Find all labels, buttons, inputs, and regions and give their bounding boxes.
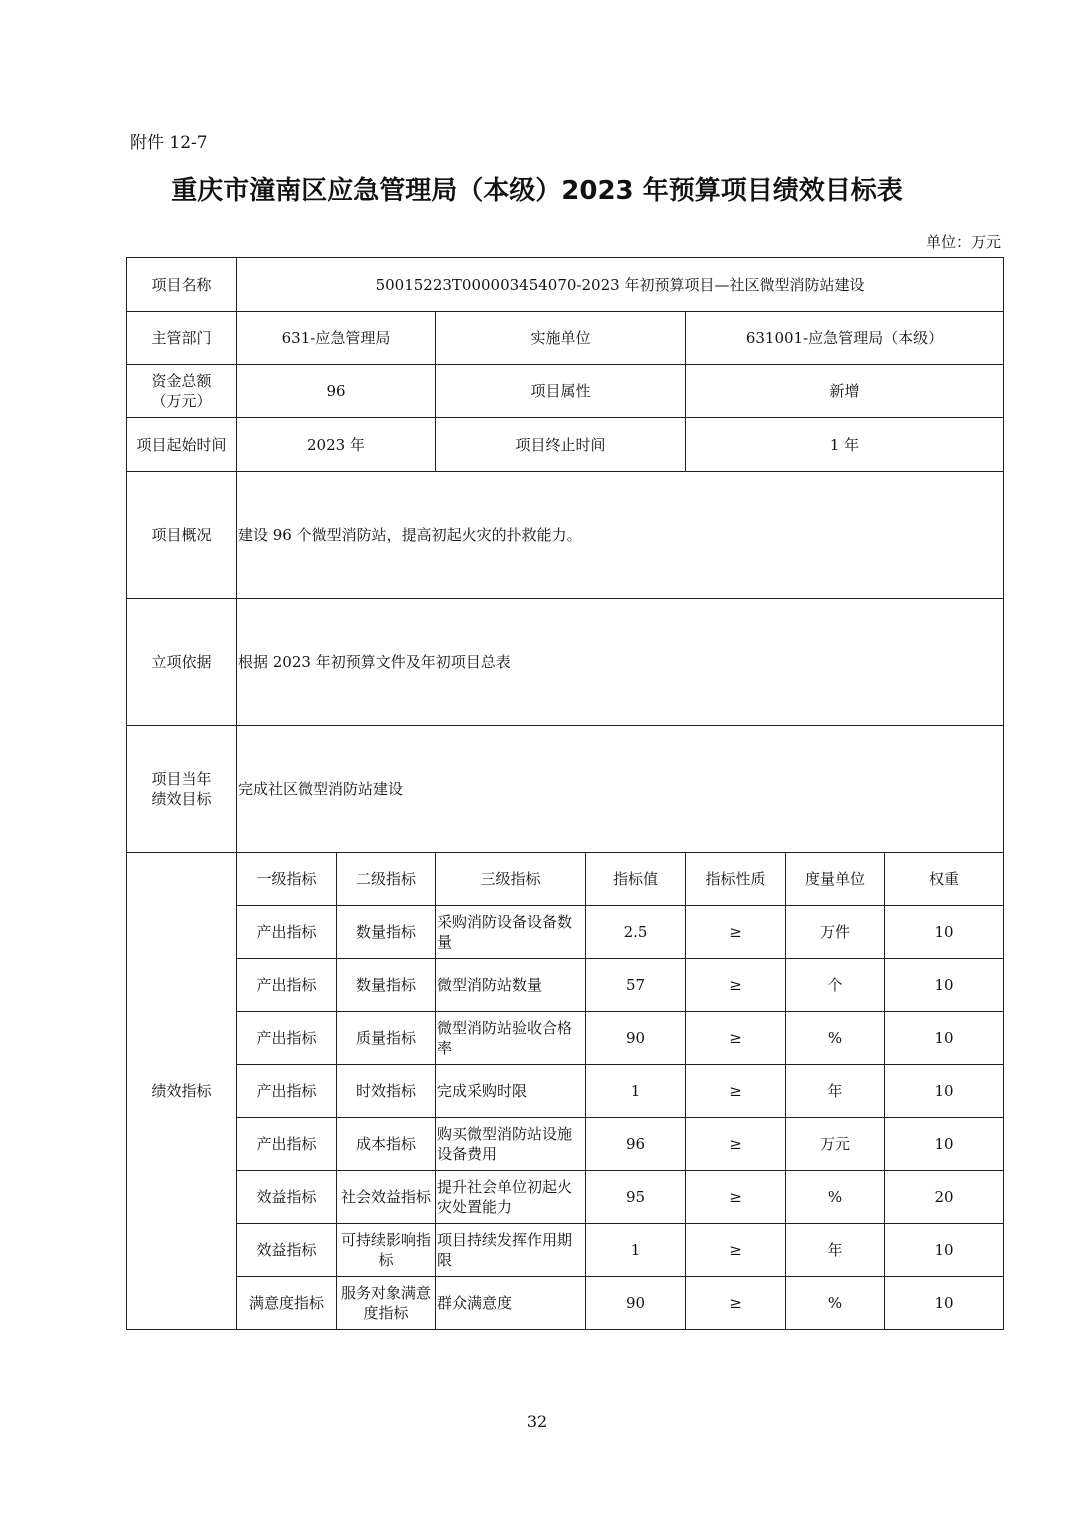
indicator-header-row [127,853,1004,906]
nature-cell: ≥ [686,1277,786,1330]
level2-cell: 成本指标 [337,1118,436,1171]
goal-value: 完成社区微型消防站建设 [237,726,1004,853]
end-label: 项目终止时间 [436,418,686,472]
start-label: 项目起始时间 [127,418,237,472]
unit-cell: % [786,1012,885,1065]
table-row [127,906,1004,959]
fund-value: 96 [237,365,436,418]
level1-cell: 满意度指标 [237,1277,337,1330]
level2-cell: 服务对象满意度指标 [337,1277,436,1330]
nature-cell: ≥ [686,1118,786,1171]
row-overview [127,472,1004,599]
page-title: 重庆市潼南区应急管理局（本级）2023 年预算项目绩效目标表 [171,176,903,206]
row-fund [127,365,1004,418]
header-weight: 权重 [885,853,1004,906]
row-project-name [127,258,1004,312]
nature-cell: ≥ [686,1012,786,1065]
fund-label: 资金总额（万元） [127,365,237,418]
level1-cell: 产出指标 [237,1012,337,1065]
level2-cell: 数量指标 [337,906,436,959]
overview-value: 建设 96 个微型消防站，提高初起火灾的扑救能力。 [237,472,1004,599]
weight-cell: 10 [885,906,1004,959]
impl-value: 631001-应急管理局（本级） [686,312,1004,365]
level2-cell: 社会效益指标 [337,1171,436,1224]
level1-cell: 产出指标 [237,1065,337,1118]
performance-table [126,257,1004,1330]
row-goal [127,726,1004,853]
table-row [127,1012,1004,1065]
project-name-value: 50015223T000003454070-2023 年初预算项目—社区微型消防站建设 [237,258,1004,312]
weight-cell: 10 [885,1065,1004,1118]
level2-cell: 数量指标 [337,959,436,1012]
header-unit: 度量单位 [786,853,885,906]
level3-cell: 项目持续发挥作用期限 [436,1224,586,1277]
level3-cell: 购买微型消防站设施设备费用 [436,1118,586,1171]
value-cell: 57 [586,959,686,1012]
value-cell: 1 [586,1065,686,1118]
header-level1: 一级指标 [237,853,337,906]
page-number: 32 [526,1412,548,1431]
unit-label: 单位：万元 [925,233,1001,251]
level2-cell: 可持续影响指标 [337,1224,436,1277]
level3-cell: 微型消防站数量 [436,959,586,1012]
level3-cell: 微型消防站验收合格率 [436,1012,586,1065]
value-cell: 2.5 [586,906,686,959]
indicators-section-label: 绩效指标 [127,853,237,1330]
impl-label: 实施单位 [436,312,686,365]
table-row [127,1118,1004,1171]
level3-cell: 完成采购时限 [436,1065,586,1118]
header-level2: 二级指标 [337,853,436,906]
start-value: 2023 年 [237,418,436,472]
level3-cell: 群众满意度 [436,1277,586,1330]
nature-cell: ≥ [686,959,786,1012]
dept-label: 主管部门 [127,312,237,365]
header-level3: 三级指标 [436,853,586,906]
level1-cell: 产出指标 [237,959,337,1012]
attr-label: 项目属性 [436,365,686,418]
basis-value: 根据 2023 年初预算文件及年初项目总表 [237,599,1004,726]
attachment-label: 附件 12-7 [130,133,208,153]
basis-label: 立项依据 [127,599,237,726]
header-value: 指标值 [586,853,686,906]
value-cell: 96 [586,1118,686,1171]
level1-cell: 产出指标 [237,906,337,959]
level2-cell: 质量指标 [337,1012,436,1065]
unit-cell: % [786,1277,885,1330]
table-row [127,1277,1004,1330]
unit-cell: 年 [786,1065,885,1118]
table-row [127,959,1004,1012]
level1-cell: 效益指标 [237,1224,337,1277]
level3-cell: 提升社会单位初起火灾处置能力 [436,1171,586,1224]
level1-cell: 效益指标 [237,1171,337,1224]
nature-cell: ≥ [686,1171,786,1224]
nature-cell: ≥ [686,1224,786,1277]
table-row [127,1171,1004,1224]
nature-cell: ≥ [686,906,786,959]
weight-cell: 10 [885,1118,1004,1171]
value-cell: 95 [586,1171,686,1224]
weight-cell: 10 [885,1224,1004,1277]
project-name-label: 项目名称 [127,258,237,312]
table-row [127,1065,1004,1118]
header-nature: 指标性质 [686,853,786,906]
weight-cell: 10 [885,1277,1004,1330]
value-cell: 1 [586,1224,686,1277]
end-value: 1 年 [686,418,1004,472]
dept-value: 631-应急管理局 [237,312,436,365]
row-time [127,418,1004,472]
value-cell: 90 [586,1277,686,1330]
value-cell: 90 [586,1012,686,1065]
unit-cell: 万元 [786,1118,885,1171]
overview-label: 项目概况 [127,472,237,599]
weight-cell: 20 [885,1171,1004,1224]
row-dept [127,312,1004,365]
attr-value: 新增 [686,365,1004,418]
level1-cell: 产出指标 [237,1118,337,1171]
unit-cell: 万件 [786,906,885,959]
unit-cell: 年 [786,1224,885,1277]
weight-cell: 10 [885,1012,1004,1065]
nature-cell: ≥ [686,1065,786,1118]
level3-cell: 采购消防设备设备数量 [436,906,586,959]
unit-cell: % [786,1171,885,1224]
weight-cell: 10 [885,959,1004,1012]
level2-cell: 时效指标 [337,1065,436,1118]
row-basis [127,599,1004,726]
goal-label: 项目当年绩效目标 [127,726,237,853]
table-row [127,1224,1004,1277]
unit-cell: 个 [786,959,885,1012]
